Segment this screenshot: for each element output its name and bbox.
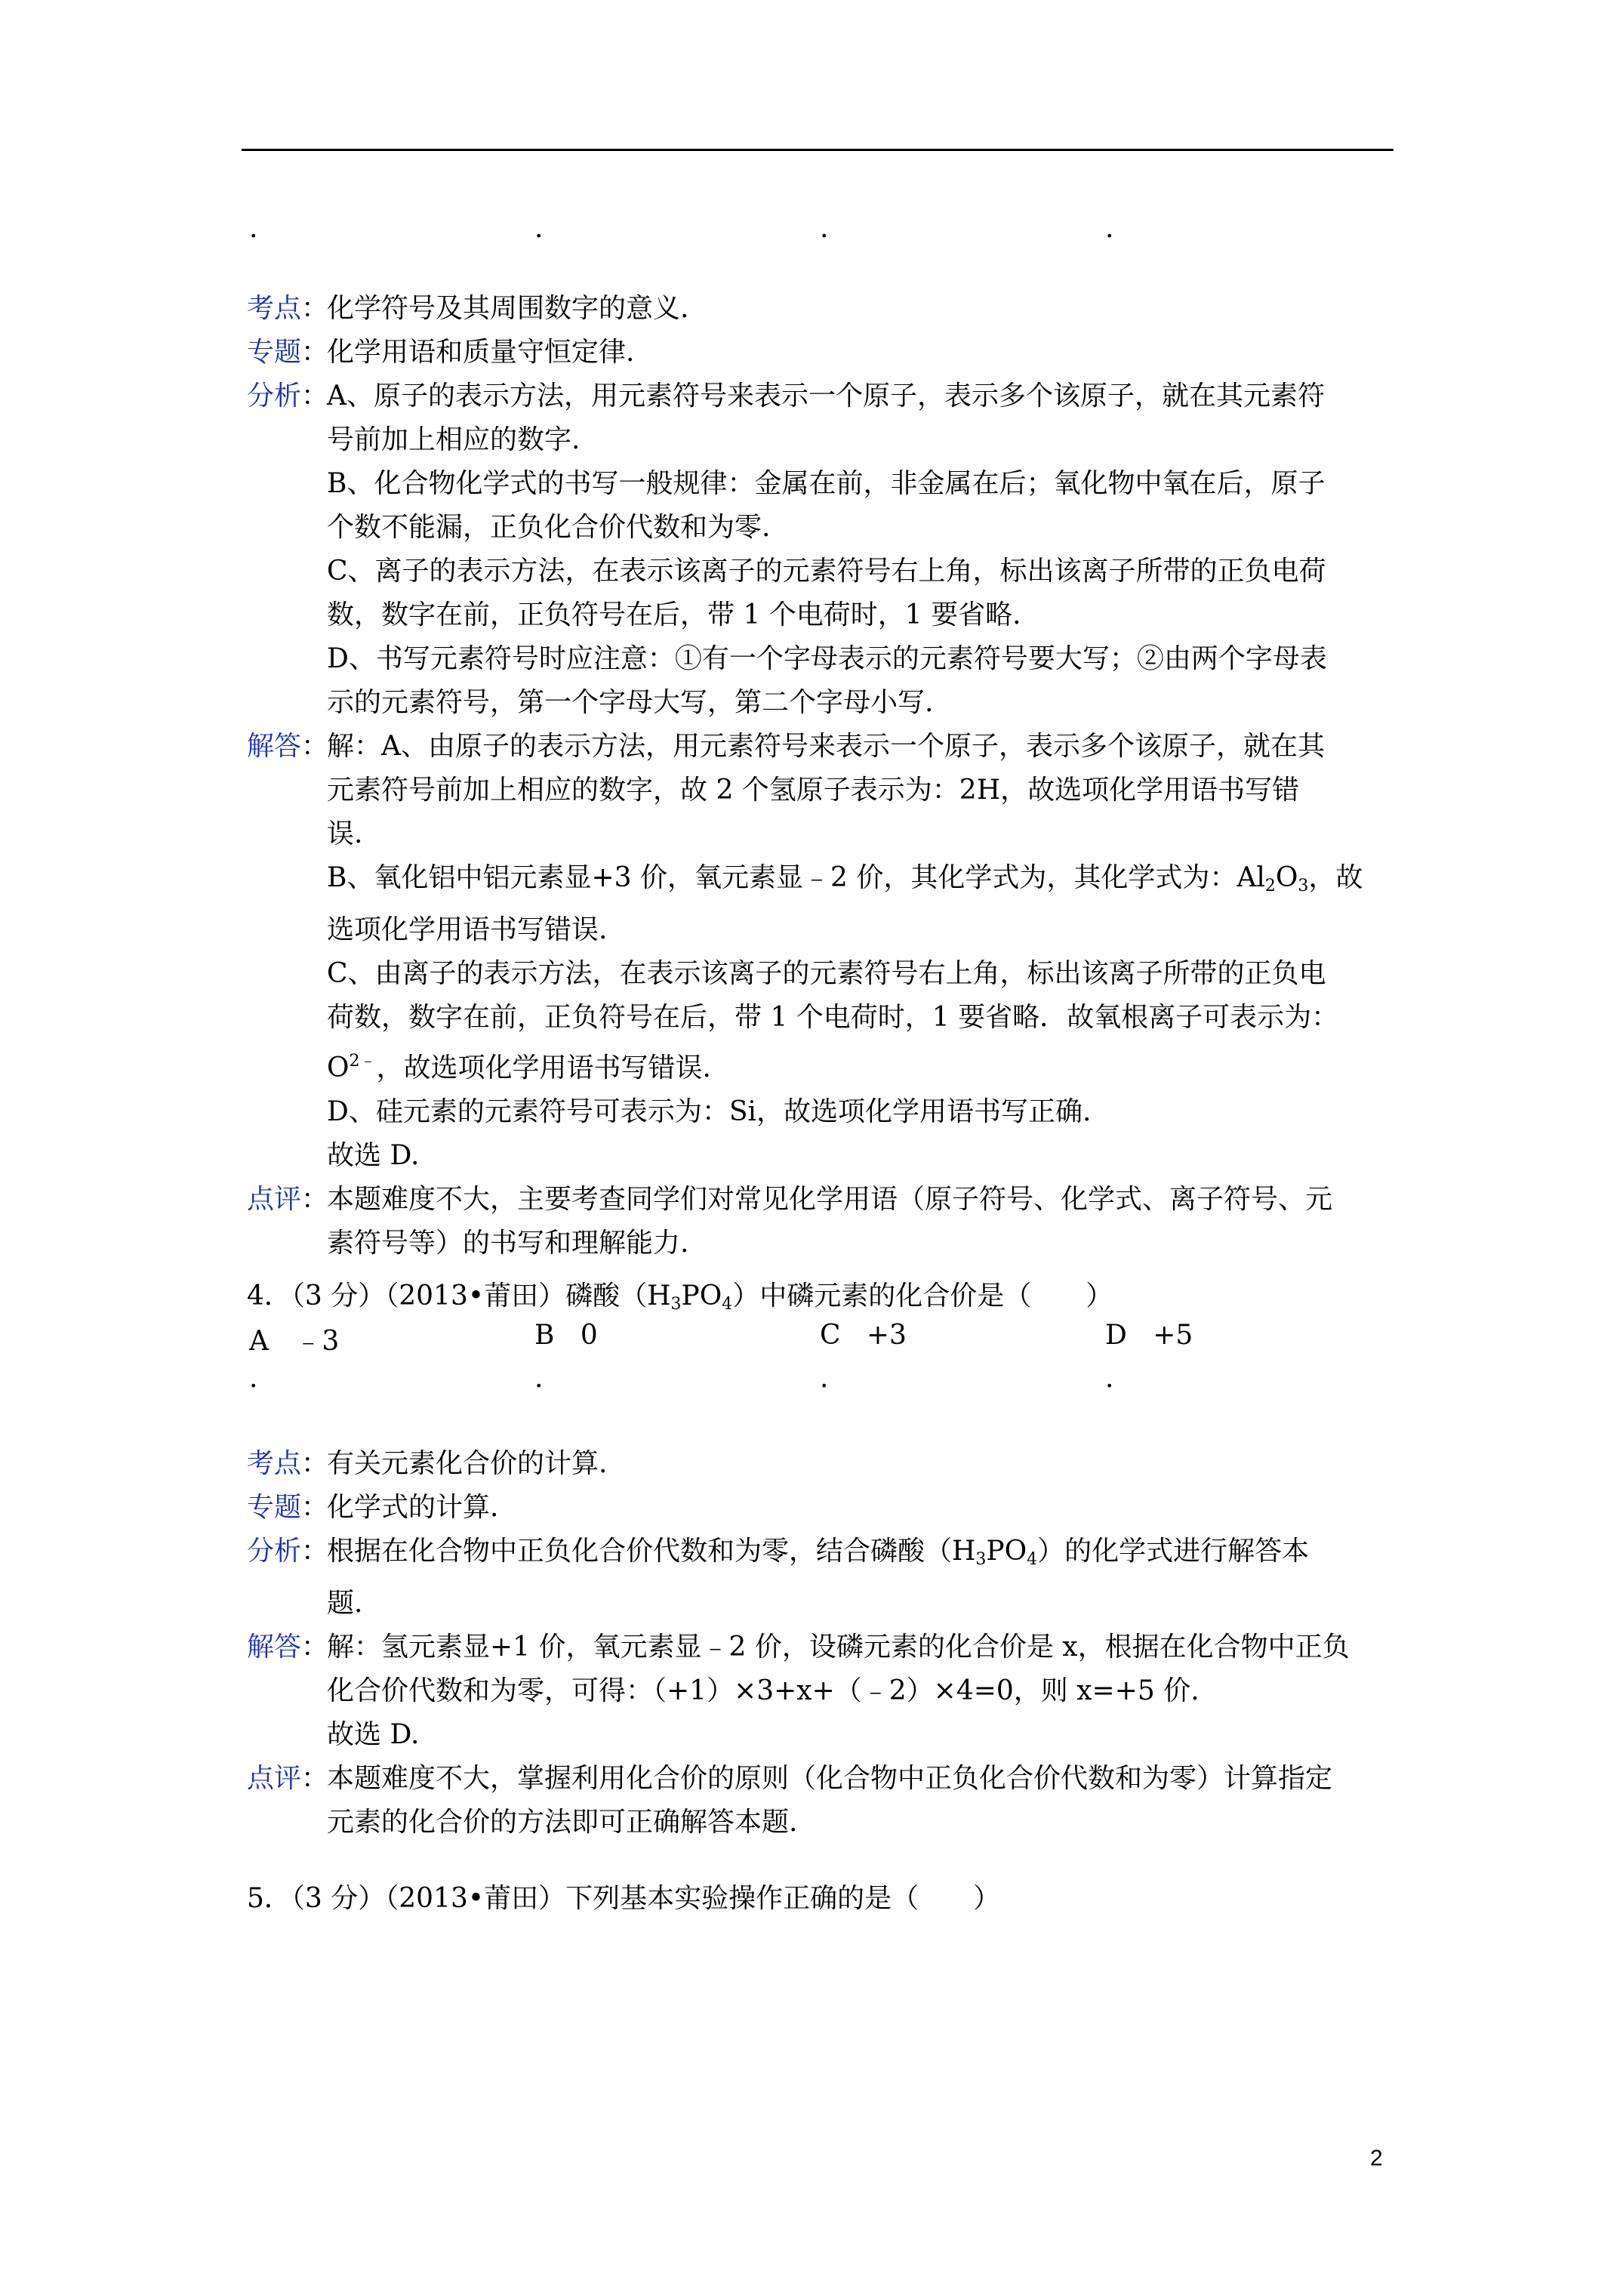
- dianping-line: 素符号等）的书写和理解能力.: [327, 1228, 689, 1259]
- kaodian-row: 考点： 有关元素化合价的计算.: [247, 1442, 1394, 1486]
- option-b: B 0: [534, 1320, 598, 1351]
- kaodian-label: 考点: [247, 293, 302, 324]
- jieda-line: 故选 D.: [327, 1140, 420, 1171]
- question-5-stem: 5．（3 分）（2013•莆田）下列基本实验操作正确的是（ ）: [247, 1883, 1001, 1914]
- q4-analysis: [247, 1442, 1394, 1845]
- dot: .: [249, 1363, 258, 1394]
- jieda-line: 荷数，数字在前，正负符号在后，带 1 个电荷时，1 要省略．故氧根离子可表示为：: [327, 1002, 1339, 1033]
- dianping-line: 本题难度不大，主要考查同学们对常见化学用语（原子符号、化学式、离子符号、元: [327, 1184, 1333, 1215]
- dianping-line: 本题难度不大，掌握利用化合价的原则（化合物中正负化合价代数和为零）计算指定: [327, 1763, 1333, 1794]
- kaodian-row: 考点： 化学符号及其周围数字的意义.: [247, 287, 1394, 331]
- fenxi-line: B、化合物化学式的书写一般规律：金属在前，非金属在后；氧化物中氧在后，原子: [327, 468, 1326, 499]
- jieda-row: 解答： 解：A、由原子的表示方法，用元素符号来表示一个原子，表示多个该原子，就在其 元素符号前加上相应的数字，故 2 个氢原子表示为：2H，故选项化学用语书写错 误. B、氧化铝中铝元素显+3 价，氧元素显﹣2 价，其化学式为，其化学式为：$Al_2O_3$，故 选项化学用语书写错误. C、由离子的表示方法，在表示该离子的元素符号右上角，标出该离子所带的正负电 荷数，数字在前，正负符号在后，带 1 个电荷时，1 要省略．故氧根离子可表示为： $O^{2﹣}$，故选项化学用语书写错误. D、硅元素的元素符号可表示为：Si，故选项化学用语书写正确. 故选 D.: [247, 725, 1394, 1178]
- al2o3-formula: $Al_2O_3$: [1236, 862, 1309, 895]
- dianping-line: 元素的化合价的方法即可正确解答本题.: [327, 1807, 798, 1838]
- jieda-line: C、由离子的表示方法，在表示该离子的元素符号右上角，标出该离子所带的正负电: [327, 958, 1326, 989]
- dianping-label: 点评: [247, 1763, 302, 1794]
- jieda-line: 解：氢元素显+1 价，氧元素显﹣2 价，设磷元素的化合价是 x，根据在化合物中正负: [327, 1632, 1350, 1663]
- header-rule: [242, 149, 1394, 151]
- jieda-line: 选项化学用语书写错误.: [327, 914, 608, 945]
- fenxi-label: 分析: [247, 381, 302, 411]
- jieda-line: 误.: [327, 818, 363, 849]
- fenxi-line: D、书写元素符号时应注意：①有一个字母表示的元素符号要大写；②由两个字母表: [327, 643, 1327, 674]
- q4-option-dots: [249, 1363, 1381, 1393]
- question-4-stem: 4．（3 分）（2013•莆田）磷酸$(H_3PO_4)$中磷元素的化合价是（ ）: [247, 1281, 1113, 1314]
- zhuanti-row: 专题： 化学用语和质量守恒定律.: [247, 331, 1394, 374]
- oxide-ion-formula: $O^{2﹣}$: [327, 1052, 377, 1083]
- page-number: 2: [1370, 2146, 1383, 2171]
- dot: .: [820, 1363, 829, 1394]
- dot: .: [534, 213, 544, 244]
- kaodian-text: 有关元素化合价的计算.: [327, 1448, 608, 1479]
- dianping-label: 点评: [247, 1184, 302, 1215]
- zhuanti-label: 专题: [247, 337, 302, 368]
- jieda-line: 化合价代数和为零，可得：（+1）×3+x+（﹣2）×4=0，则 x=+5 价.: [327, 1675, 1200, 1706]
- fenxi-line-formula: 根据在化合物中正负化合价代数和为零，结合磷酸$(H_3PO_4)$的化学式进行解答本: [327, 1536, 1310, 1569]
- dianping-row: 点评： 本题难度不大，掌握利用化合价的原则（化合物中正负化合价代数和为零）计算指定 元素的化合价的方法即可正确解答本题.: [247, 1757, 1394, 1845]
- fenxi-line: C、离子的表示方法，在表示该离子的元素符号右上角，标出该离子所带的正负电荷: [327, 556, 1326, 587]
- dot: .: [1105, 1363, 1114, 1394]
- zhuanti-text: 化学用语和质量守恒定律.: [327, 337, 635, 368]
- fenxi-line: 数，数字在前，正负符号在后，带 1 个电荷时，1 要省略.: [327, 599, 1021, 630]
- fenxi-line: 示的元素符号，第一个字母大写，第二个字母小写.: [327, 687, 934, 718]
- q3-option-dots: [249, 213, 1381, 243]
- dot: .: [1105, 213, 1114, 244]
- zhuanti-row: 专题： 化学式的计算.: [247, 1486, 1394, 1530]
- option-d: D +5: [1105, 1320, 1193, 1351]
- question-4-options: [249, 1320, 1381, 1357]
- fenxi-line: 题.: [327, 1588, 363, 1619]
- jieda-row: 解答： 解：氢元素显+1 价，氧元素显﹣2 价，设磷元素的化合价是 x，根据在化合物中正负 化合价代数和为零，可得：（+1）×3+x+（﹣2）×4=0，则 x=+5 价. 故选 D.: [247, 1626, 1394, 1757]
- zhuanti-label: 专题: [247, 1492, 302, 1523]
- jieda-label: 解答: [247, 731, 302, 762]
- fenxi-row: 分析： A、原子的表示方法，用元素符号来表示一个原子，表示多个该原子，就在其元素符 号前加上相应的数字. B、化合物化学式的书写一般规律：金属在前，非金属在后；氧化物中氧在后，原子 个数不能漏，正负化合价代数和为零. C、离子的表示方法，在表示该离子的元素符号右上角，标出该离子所带的正负电荷 数，数字在前，正负符号在后，带 1 个电荷时，1 要省略. D、书写元素符号时应注意：①有一个字母表示的元素符号要大写；②由两个字母表 示的元素符号，第一个字母大写，第二个字母小写.: [247, 374, 1394, 725]
- jieda-line-formula: B、氧化铝中铝元素显+3 价，氧元素显﹣2 价，其化学式为，其化学式为：$Al_2O_3$，故: [327, 862, 1363, 895]
- kaodian-label: 考点: [247, 1448, 302, 1479]
- fenxi-line: 个数不能漏，正负化合价代数和为零.: [327, 512, 771, 543]
- kaodian-text: 化学符号及其周围数字的意义.: [327, 293, 689, 324]
- jieda-line: D、硅元素的元素符号可表示为：Si，故选项化学用语书写正确.: [327, 1096, 1092, 1127]
- dianping-row: 点评： 本题难度不大，主要考查同学们对常见化学用语（原子符号、化学式、离子符号、元 素符号等）的书写和理解能力.: [247, 1178, 1394, 1265]
- zhuanti-text: 化学式的计算.: [327, 1492, 499, 1523]
- jieda-line: 故选 D.: [327, 1719, 420, 1750]
- jieda-line-ion: $O^{2﹣}$，故选项化学用语书写错误.: [327, 1052, 711, 1083]
- fenxi-label: 分析: [247, 1536, 302, 1567]
- option-c: C +3: [820, 1320, 907, 1351]
- jieda-line: 元素符号前加上相应的数字，故 2 个氢原子表示为：2H，故选项化学用语书写错: [327, 775, 1300, 806]
- option-a: A ﹣3: [249, 1326, 340, 1357]
- q3-analysis: [247, 287, 1394, 1265]
- fenxi-row: 分析： 根据在化合物中正负化合价代数和为零，结合磷酸$(H_3PO_4)$的化学式进行解答本 题.: [247, 1530, 1394, 1626]
- dot: .: [534, 1363, 544, 1394]
- fenxi-line: A、原子的表示方法，用元素符号来表示一个原子，表示多个该原子，就在其元素符: [327, 381, 1325, 411]
- jieda-line: 解：A、由原子的表示方法，用元素符号来表示一个原子，表示多个该原子，就在其: [327, 731, 1325, 762]
- dot: .: [249, 213, 258, 244]
- dot: .: [820, 213, 829, 244]
- fenxi-line: 号前加上相应的数字.: [327, 424, 581, 455]
- jieda-label: 解答: [247, 1632, 302, 1663]
